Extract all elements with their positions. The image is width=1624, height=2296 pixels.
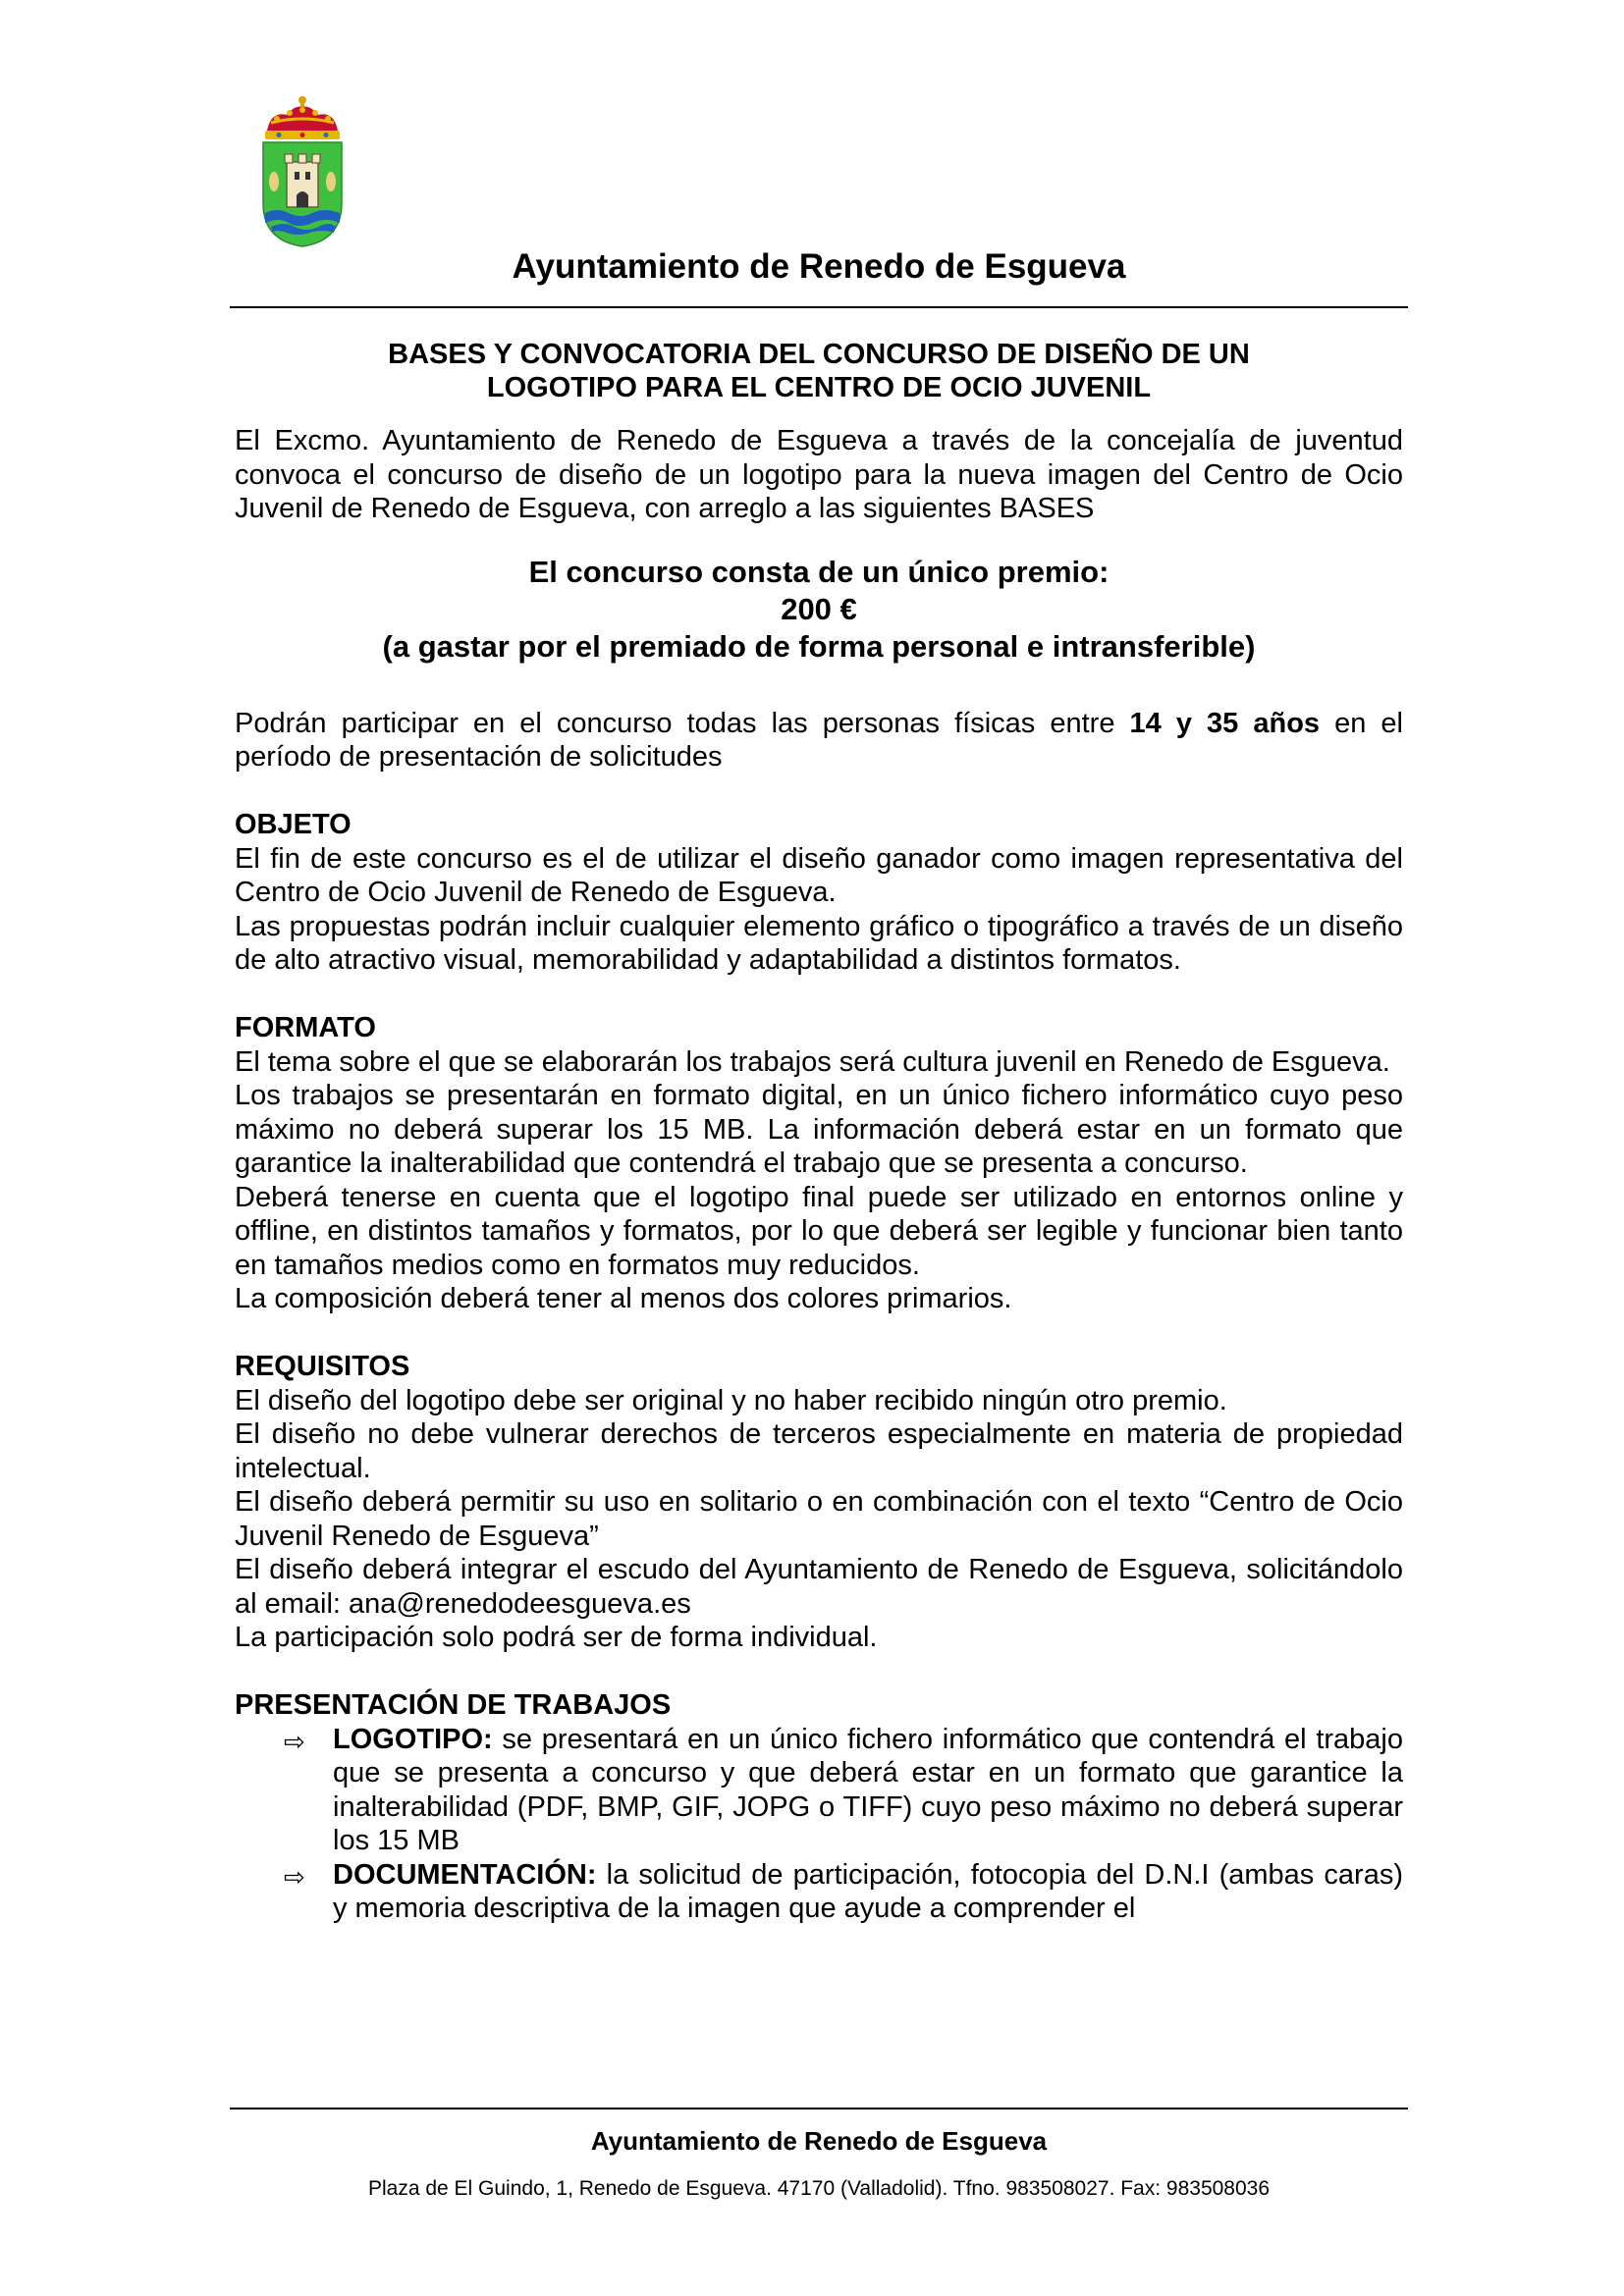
right-arrow-outline-icon: ⇨: [284, 1861, 305, 1892]
objeto-paragraph-2: Las propuestas podrán incluir cualquier elemento gráfico o tipográfico a través de un diseño de alto atractivo visual, memorabilidad y adaptabilidad a distintos formatos.: [235, 910, 1403, 976]
list-item: [284, 1858, 1403, 1926]
header-divider: [230, 306, 1408, 308]
list-item-label: DOCUMENTACIÓN:: [333, 1858, 597, 1891]
list-item-text: la solicitud de participación, fotocopia del D.N.I (ambas caras) y memoria descriptiva de la imagen que ayude a comprender el: [333, 1858, 1403, 1924]
formato-paragraph-1: El tema sobre el que se elaborarán los trabajos será cultura juvenil en Renedo de Esgueva.: [235, 1045, 1390, 1078]
eligibility-age-range: 14 y 35 años: [1129, 707, 1321, 739]
footer-address: Plaza de El Guindo, 1, Renedo de Esgueva. 47170 (Valladolid). Tfno. 983508027. Fax: 983508036: [367, 2177, 1271, 2200]
section-heading-requisitos: REQUISITOS: [235, 1351, 410, 1382]
formato-paragraph-3: Deberá tenerse en cuenta que el logotipo final puede ser utilizado en entornos online y offline, en distintos tamaños y formatos, por lo que deberá ser legible y funcionar bien tanto en tamaños medios como en formatos muy reducidos.: [235, 1181, 1403, 1281]
prize-amount: 200 €: [781, 591, 857, 626]
intro-paragraph: El Excmo. Ayuntamiento de Renedo de Esgueva a través de la concejalía de juventud convoca el concurso de diseño de un logotipo para la nueva imagen del Centro de Ocio Juvenil de Renedo de Esgueva, con arreglo a las siguientes BASES: [235, 425, 1403, 524]
document-title-line1: BASES Y CONVOCATORIA DEL CONCURSO DE DISEÑO DE UN: [388, 339, 1250, 370]
footer-divider: [230, 2108, 1408, 2109]
requisitos-paragraph-5: La participación solo podrá ser de forma individual.: [235, 1622, 878, 1653]
section-heading-objeto: OBJETO: [235, 809, 352, 840]
prize-block: [235, 554, 1403, 666]
header-title: Ayuntamiento de Renedo de Esgueva: [512, 247, 1126, 286]
requisitos-paragraph-1: El diseño del logotipo debe ser original y no haber recibido ningún otro premio.: [235, 1384, 1227, 1416]
document-title-line2: LOGOTIPO PARA EL CENTRO DE OCIO JUVENIL: [486, 372, 1152, 403]
prize-line1: El concurso consta de un único premio:: [528, 554, 1110, 589]
section-heading-formato: FORMATO: [235, 1012, 376, 1043]
eligibility-text-after: en el período de presentación de solicitudes: [235, 707, 1404, 773]
eligibility-text-before: Podrán participar en el concurso todas las personas físicas entre: [235, 707, 1130, 739]
right-arrow-outline-icon: ⇨: [284, 1726, 305, 1756]
eligibility-paragraph: [235, 707, 1403, 774]
municipal-coat-of-arms-icon: [257, 93, 348, 250]
prize-line3: (a gastar por el premiado de forma personal e intransferible): [382, 628, 1256, 664]
requisitos-paragraph-3: El diseño deberá permitir su uso en solitario o en combinación con el texto “Centro de Ocio Juvenil Renedo de Esgueva”: [235, 1486, 1403, 1552]
formato-paragraph-2: Los trabajos se presentarán en formato digital, en un único fichero informático cuyo peso máximo no deberá superar los 15 MB. La información deberá estar en un formato que garantice la inalterabilidad que contendrá el trabajo que se presenta a concurso.: [235, 1080, 1403, 1179]
requisitos-paragraph-4: El diseño deberá integrar el escudo del Ayuntamiento de Renedo de Esgueva, solicitándolo al email: ana@renedodeesgueva.es: [235, 1554, 1403, 1620]
footer-organization-name: Ayuntamiento de Renedo de Esgueva: [590, 2126, 1048, 2156]
list-item-label: LOGOTIPO:: [333, 1723, 493, 1755]
list-item: [284, 1723, 1403, 1858]
document-body: [235, 338, 1403, 1926]
list-item-text: se presentará en un único fichero informático que contendrá el trabajo que se presenta a concurso y que deberá estar en un formato que garantice la inalterabilidad (PDF, BMP, GIF, JOPG o TIFF) cuyo peso máximo no deberá superar los 15 MB: [333, 1723, 1403, 1856]
section-heading-presentacion: PRESENTACIÓN DE TRABAJOS: [235, 1689, 672, 1721]
document-title: [235, 338, 1403, 404]
formato-paragraph-4: La composición deberá tener al menos dos colores primarios.: [235, 1283, 1012, 1314]
presentacion-list: [235, 1723, 1403, 1926]
objeto-paragraph-1: El fin de este concurso es el de utilizar el diseño ganador como imagen representativa del Centro de Ocio Juvenil de Renedo de Esgueva.: [235, 842, 1403, 908]
requisitos-paragraph-2: El diseño no debe vulnerar derechos de terceros especialmente en materia de propiedad intelectual.: [235, 1418, 1403, 1484]
